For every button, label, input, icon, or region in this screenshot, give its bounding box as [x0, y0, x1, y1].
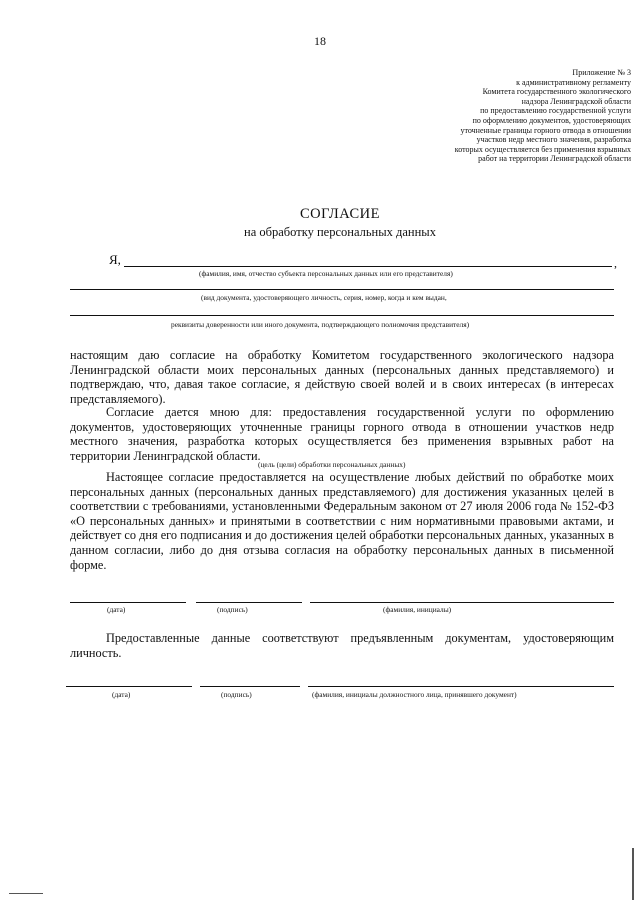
paragraph-verification: Предоставленные данные соответствуют предъявленным документам, удостоверяющим личность.	[70, 631, 614, 660]
paragraph-scope: Настоящее согласие предоставляется на осуществление любых действий по обработке моих персональных данных (персональных данных представляемого) для достижения указанных целей в соответствии с требованиями, установленными Федеральным законом от 27 июля 2006 года № 152-ФЗ «О персональных данных» и принятыми в соответствии с ним нормативными правовыми актами, и действует со дня его подписания и до достижения целей обработки персональных данных, указанных в данном согласии, либо до дня отзыва согласия на обработку персональных данных в письменной форме.	[70, 470, 614, 572]
appendix-line: к административному регламенту	[516, 77, 631, 87]
page-number: 18	[314, 34, 326, 48]
appendix-line: Приложение № 3	[572, 68, 631, 77]
caption-official-date: (дата)	[112, 690, 131, 699]
caption-signature: (подпись)	[217, 605, 248, 614]
fio-field-line[interactable]	[124, 266, 612, 267]
scan-mark-bottom-left	[9, 893, 43, 894]
signature-field-line[interactable]	[196, 602, 302, 603]
ya-label: Я,	[109, 252, 121, 267]
appendix-line: по предоставлению государственной услуги	[480, 106, 631, 116]
caption-credentials: реквизиты доверенности или иного документа, подтверждающего полномочия представителя)	[171, 320, 470, 329]
paragraph-purpose: Согласие дается мною для: предоставления государственной услуги по оформлению документов, удостоверяющих уточненные границы горного отвода в отношении участков недр местного значения, разработка которых осуществляется без применения взрывных работ на территории Ленинградской области.	[70, 405, 614, 463]
caption-fio: (фамилия, имя, отчество субъекта персональных данных или его представителя)	[199, 269, 453, 278]
comma-mark: ,	[614, 256, 617, 270]
appendix-line: надзора Ленинградской области	[521, 96, 631, 106]
official-name-field-line[interactable]	[308, 686, 614, 687]
credentials-field-line[interactable]	[70, 315, 614, 316]
scan-mark-right-edge	[632, 848, 634, 900]
caption-date: (дата)	[107, 605, 126, 614]
appendix-line: по оформлению документов, удостоверяющих	[472, 115, 631, 125]
appendix-line: участков недр местного значения, разработка	[476, 135, 631, 145]
official-date-field-line[interactable]	[66, 686, 192, 687]
appendix-line: работ на территории Ленинградской области	[478, 154, 631, 164]
name-field-line[interactable]	[310, 602, 614, 603]
document-field-line[interactable]	[70, 289, 614, 290]
document-subtitle: на обработку персональных данных	[244, 225, 436, 239]
appendix-line: уточненные границы горного отвода в отношении	[460, 125, 631, 135]
appendix-line: которых осуществляется без применения взрывных	[454, 144, 631, 154]
caption-name-initials: (фамилия, инициалы)	[383, 605, 452, 614]
appendix-line: Комитета государственного экологического	[482, 87, 631, 97]
document-title: СОГЛАСИЕ	[299, 206, 381, 222]
caption-purpose: (цель (цели) обработки персональных данных)	[258, 460, 406, 469]
date-field-line[interactable]	[70, 602, 186, 603]
official-signature-field-line[interactable]	[200, 686, 300, 687]
paragraph-consent: настоящим даю согласие на обработку Комитетом государственного экологического надзора Ленинградской области моих персональных данных (персональных данных представляемого) и подтверждаю, что, давая такое согласие, я действую своей волей и в своих интересах (в интересах представляемого).	[70, 348, 614, 406]
appendix-header	[361, 68, 631, 164]
caption-document: (вид документа, удостоверяющего личность, серия, номер, когда и кем выдан,	[201, 293, 447, 302]
caption-official-name: (фамилия, инициалы должностного лица, принявшего документ)	[312, 690, 517, 699]
caption-official-signature: (подпись)	[221, 690, 252, 699]
